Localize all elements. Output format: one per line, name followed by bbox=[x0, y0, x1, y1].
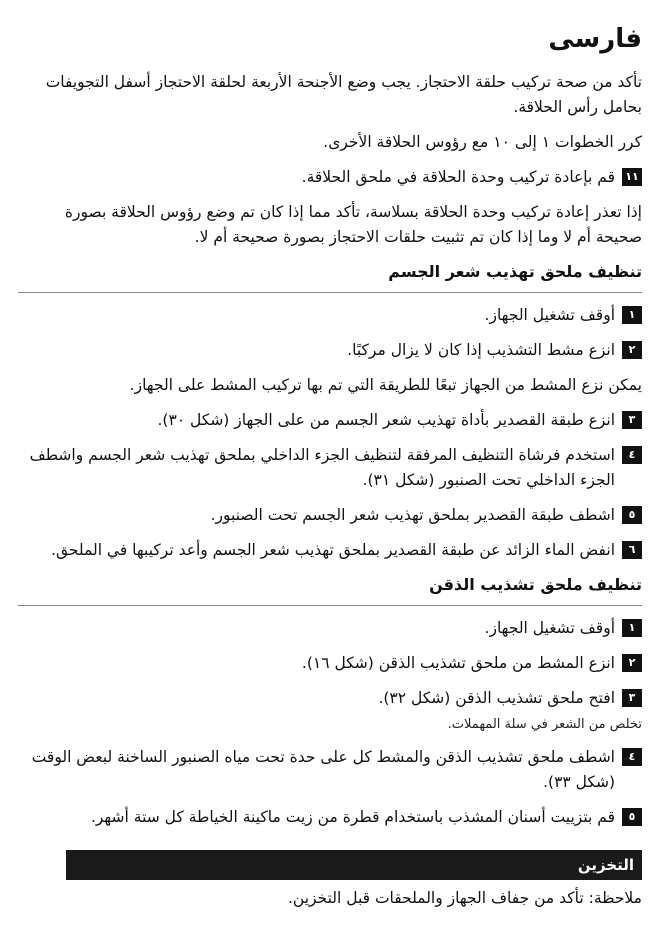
step-number-badge: ١ bbox=[622, 619, 642, 637]
step-text: قم بإعادة تركيب وحدة الحلاقة في ملحق الحلاقة. bbox=[301, 168, 615, 186]
step-item bbox=[18, 503, 642, 528]
step-number-badge: ٢ bbox=[622, 341, 642, 359]
step-item bbox=[18, 745, 642, 795]
step-number-badge: ٥ bbox=[622, 506, 642, 524]
step-text: استخدم فرشاة التنظيف المرفقة لتنظيف الجزء الداخلي بملحق تهذيب شعر الجسم واشطف الجزء الداخلي تحت الصنبور (شكل ٣١). bbox=[29, 446, 615, 489]
section-divider bbox=[18, 605, 642, 606]
step-item bbox=[18, 303, 642, 328]
step-number-badge: ١١ bbox=[622, 168, 642, 186]
intro-paragraph-1: تأکد من صحة تركيب حلقة الاحتجاز. يجب وضع الأجنحة الأربعة لحلقة الاحتجاز أسفل التجويفات بحامل رأس الحلاقة. bbox=[45, 73, 642, 116]
document-page bbox=[18, 24, 642, 911]
step-11 bbox=[18, 165, 642, 190]
reassembly-note: إذا تعذر إعادة تركيب وحدة الحلاقة بسلاسة، تأكد مما إذا كان تم وضع رؤوس الحلاقة بصورة صحيحة أم لا وما إذا كان تم تثبيت حلقات الاحتجاز بصورة صحيحة أم لا. bbox=[64, 203, 642, 246]
step-number-badge: ٤ bbox=[622, 748, 642, 766]
step-text: قم بتزييت أسنان المشذب باستخدام قطرة من زيت ماكينة الخياطة كل ستة أشهر. bbox=[90, 808, 615, 826]
step-number-badge: ٢ bbox=[622, 654, 642, 672]
step-number-badge: ٥ bbox=[622, 808, 642, 826]
step-item bbox=[18, 408, 642, 433]
step-item bbox=[18, 651, 642, 676]
step-number-badge: ١ bbox=[622, 306, 642, 324]
section-title-storage: التخزين bbox=[66, 850, 642, 880]
language-title: فارسی bbox=[548, 24, 642, 54]
step-text: أوقف تشغيل الجهاز. bbox=[484, 619, 615, 637]
step-text: اشطف طبقة القصدير بملحق تهذيب شعر الجسم تحت الصنبور. bbox=[210, 506, 615, 524]
step-text: اشطف ملحق تشذيب الذقن والمشط كل على حدة تحت مياه الصنبور الساخنة لبعض الوقت (شكل ٣٣). bbox=[31, 748, 615, 791]
step-item bbox=[18, 686, 642, 711]
section-note: تخلص من الشعر في سلة المهملات. bbox=[447, 717, 642, 732]
step-item bbox=[18, 443, 642, 493]
step-text: انزع المشط من ملحق تشذيب الذقن (شكل ١٦). bbox=[301, 654, 615, 672]
section-title-body-groomer: تنظيف ملحق تهذيب شعر الجسم bbox=[388, 262, 642, 281]
section-divider bbox=[18, 292, 642, 293]
section-title-beard-styler: تنظيف ملحق تشذيب الذقن bbox=[429, 575, 642, 594]
step-number-badge: ٣ bbox=[622, 689, 642, 707]
step-text: أوقف تشغيل الجهاز. bbox=[484, 306, 615, 324]
step-text: انفض الماء الزائد عن طبقة القصدير بملحق تهذيب شعر الجسم وأعد تركيبها في الملحق. bbox=[51, 541, 615, 559]
intro-paragraph-2: كرر الخطوات ١ إلى ١٠ مع رؤوس الحلاقة الأخرى. bbox=[323, 133, 642, 151]
step-text: انزع مشط التشذيب إذا كان لا يزال مركبًا. bbox=[347, 341, 615, 359]
step-item bbox=[18, 616, 642, 641]
step-number-badge: ٦ bbox=[622, 541, 642, 559]
step-number-badge: ٣ bbox=[622, 411, 642, 429]
step-number-badge: ٤ bbox=[622, 446, 642, 464]
step-item bbox=[18, 338, 642, 363]
storage-note: ملاحظة: تأكد من جفاف الجهاز والملحقات قبل التخزين. bbox=[287, 889, 642, 907]
step-text: انزع طبقة القصدير بأداة تهذيب شعر الجسم من على الجهاز (شكل ٣٠). bbox=[157, 411, 615, 429]
step-text: افتح ملحق تشذيب الذقن (شكل ٣٢). bbox=[378, 689, 615, 707]
step-item bbox=[18, 538, 642, 563]
section-note: يمكن نزع المشط من الجهاز تبعًا للطريقة التي تم بها تركيب المشط على الجهاز. bbox=[129, 376, 642, 394]
step-item bbox=[18, 805, 642, 830]
